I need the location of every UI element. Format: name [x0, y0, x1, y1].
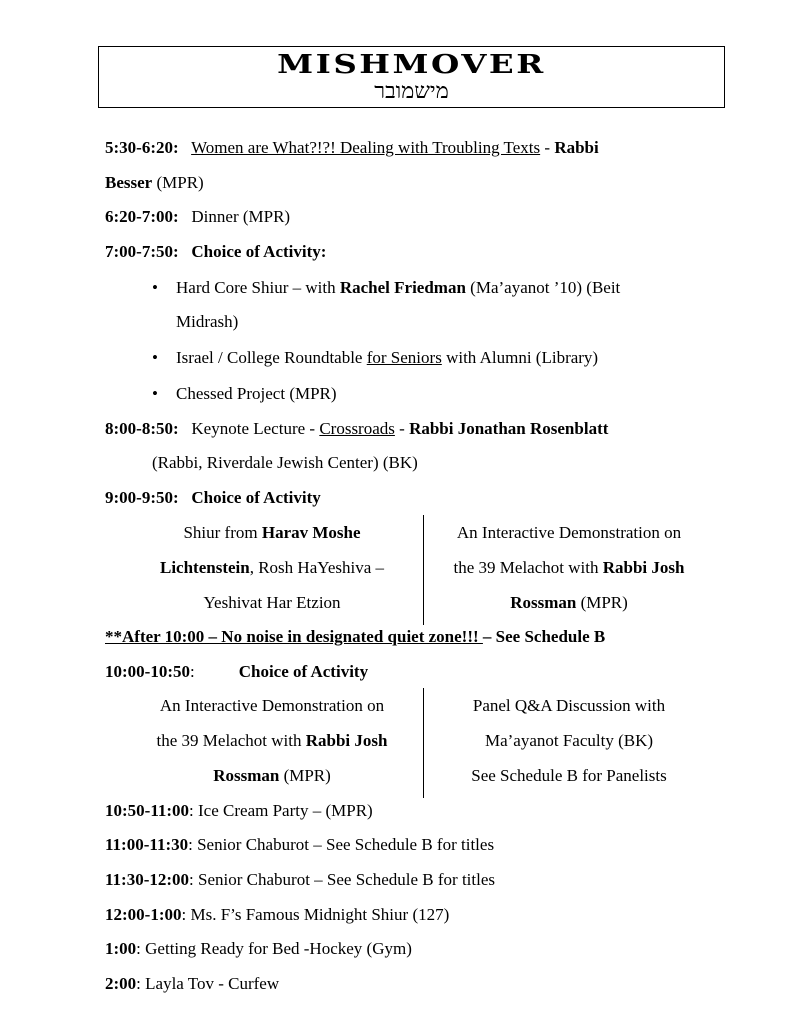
schedule-item-700 — [105, 241, 326, 263]
session-text: Choice of Activity — [238, 662, 369, 681]
location: (MPR) — [152, 173, 204, 192]
time-label: 2:00 — [105, 974, 137, 993]
session-text: Choice of Activity — [191, 488, 321, 507]
time-label: 12:00-1:00 — [105, 905, 182, 924]
session-title: Women are What?!?! Dealing with Troubling Texts — [191, 138, 541, 157]
time-label: 1:00 — [105, 939, 137, 958]
session-text: Dinner (MPR) — [191, 207, 291, 226]
speaker-name: Rachel Friedman — [339, 278, 466, 297]
schedule-item-620 — [105, 206, 290, 228]
session-text: : Ms. F’s Famous Midnight Shiur (127) — [181, 905, 450, 924]
speaker-name: Besser — [105, 173, 153, 192]
time-label: 7:00-7:50: — [105, 242, 179, 261]
activity-option-panel: Panel Q&A Discussion with Ma’ayanot Faculty (BK) See Schedule B for Panelists — [471, 696, 667, 785]
session-text: : Senior Chaburot – See Schedule B for titles — [189, 870, 495, 889]
time-label: 8:00-8:50: — [105, 419, 179, 438]
schedule-item-1100 — [105, 834, 494, 856]
schedule-item-800-cont: (Rabbi, Riverdale Jewish Center) (BK) — [152, 453, 418, 472]
time-label: 10:00-10:50 — [105, 662, 190, 681]
schedule-item-1130 — [105, 869, 495, 891]
schedule-item-1200 — [105, 904, 449, 926]
bullet-icon: • — [152, 348, 158, 367]
list-item: • Chessed Project (MPR) — [152, 384, 337, 403]
separator: - — [540, 138, 555, 157]
time-label: 11:30-12:00 — [105, 870, 190, 889]
activity-option-demo: An Interactive Demonstration on the 39 Melachot with Rabbi Josh Rossman (MPR) — [156, 696, 388, 785]
list-item-cont: Midrash) — [176, 312, 239, 331]
list-item: • Hard Core Shiur – with Rachel Friedman (Ma’ayanot ’10) (Beit — [152, 278, 621, 297]
time-label: 6:20-7:00: — [105, 207, 179, 226]
schedule-item-900 — [105, 487, 321, 509]
list-item: • Israel / College Roundtable for Seniors with Alumni (Library) — [152, 348, 599, 367]
schedule-item-1000: 10:00-10:50: Choice of Activity — [105, 662, 369, 681]
time-label: 10:50-11:00 — [105, 801, 190, 820]
activity-grid-900 — [122, 515, 722, 625]
page-title-hebrew: מישמובר — [374, 78, 449, 103]
schedule-item-800: 8:00-8:50: Keynote Lecture - Crossroads - Rabbi Jonathan Rosenblatt — [105, 419, 609, 438]
session-text: : Layla Tov - Curfew — [136, 974, 280, 993]
schedule-item-1050 — [105, 800, 373, 822]
session-title: Crossroads — [319, 419, 395, 438]
speaker-name: Rabbi — [554, 138, 599, 157]
quiet-zone-notice: **After 10:00 – No noise in designated quiet zone!!! – See Schedule B — [105, 627, 606, 646]
activity-grid-1000 — [122, 688, 722, 798]
time-label: 9:00-9:50: — [105, 488, 179, 507]
page-title: MISHMOVER — [277, 50, 546, 80]
time-label: 5:30-6:20: — [105, 138, 179, 157]
session-text: : Ice Cream Party – (MPR) — [189, 801, 373, 820]
activity-option-shiur: Shiur from Harav Moshe Lichtenstein, Rosh HaYeshiva – Yeshivat Har Etzion — [159, 523, 385, 612]
schedule-item-530-cont — [105, 172, 204, 194]
bullet-icon: • — [152, 278, 158, 297]
time-label: 11:00-11:30 — [105, 835, 189, 854]
session-text: : Getting Ready for Bed -Hockey (Gym) — [136, 939, 412, 958]
title-box — [98, 46, 725, 108]
schedule-item-530 — [105, 137, 599, 159]
activity-option-demo: An Interactive Demonstration on the 39 Melachot with Rabbi Josh Rossman (MPR) — [453, 523, 685, 612]
schedule-item-200 — [105, 973, 279, 995]
speaker-name: Rabbi Jonathan Rosenblatt — [409, 419, 609, 438]
bullet-icon: • — [152, 384, 158, 403]
schedule-item-100 — [105, 938, 412, 960]
session-text: Choice of Activity: — [191, 242, 327, 261]
session-text: : Senior Chaburot – See Schedule B for titles — [188, 835, 495, 854]
